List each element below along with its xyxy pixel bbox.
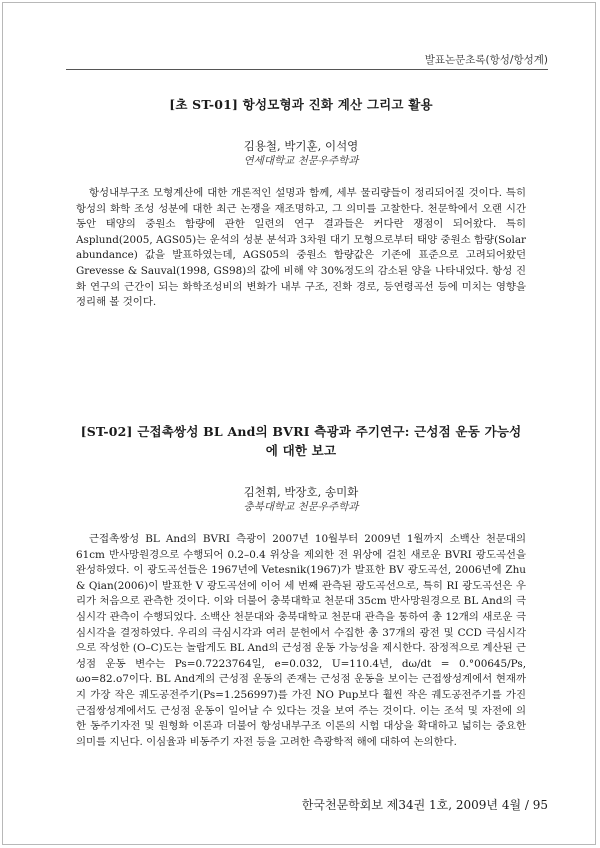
page-footer: 한국천문학회보 제34권 1호, 2009년 4월 / 95 [301,798,548,812]
header-rule [66,69,548,70]
abstract-body: 항성내부구조 모형계산에 대한 개론적인 설명과 함께, 세부 물리량들이 정리되어질 것이다. 특히 항성의 화학 조성 성분에 대한 최근 논쟁을 재조명하고, 그 의미를 고찰한다. 천문학에서 오랜 시간동안 태양의 중원소 함량에 관한 일련의 연구 결과들은 커다란 쟁점이 되어왔다. 특히 Asplund(2005, AGS05)는 운석의 성분 분석과 3차원 대기 모형으로부터 태양 중원소 함량(Solar abundance) 값을 발표하였는데, AGS05의 중원소 함량값은 기존에 표준으로 고려되어왔던 Grevesse & Sauval(1998, GS98)의 값에 비해 약 30%정도의 감소된 양을 나타내었다. 항성 진화 연구의 근간이 되는 화학조성비의 변화가 내부 구조, 진화 경로, 등연령곡선 등에 미치는 영향을 정리해 볼 것이다. [76,187,526,309]
abstract-authors: 김천휘, 박장호, 송미화 [243,485,359,499]
abstract-st01 [76,95,526,311]
abstract-title: [초 ST-01] 항성모형과 진화 계산 그리고 활용 [169,97,433,112]
abstract-authors: 김용철, 박기훈, 이석영 [243,139,359,153]
abstract-body: 근접촉쌍성 BL And의 BVRI 측광이 2007년 10월부터 2009년 1월까지 소백산 천문대의 61cm 반사망원경으로 수행되어 0.2–0.4 위상을 제외한 전 위상에 걸친 새로운 BVRI 광도곡선을 완성하였다. 이 광도곡선들은 1967년에 Vetesnik(1967)가 발표한 BV 광도곡선, 2006년에 Zhu & Qian(2006)이 발표한 V 광도곡선에 이어 세 번째 관측된 광도곡선으로, 특히 RI 광도곡선은 우리가 처음으로 관측한 것이다. 이와 더불어 충북대학교 천문대 35cm 반사망원경으로 BL And의 극심시각 관측이 수행되었다. 소백산 천문대와 충북대학교 천문대 관측을 통하여 총 12개의 새로운 극심시각을 결정하였다. 우리의 극심시각과 여러 문헌에서 수집한 총 37개의 광전 및 CCD 극심시각으로 작성한 (O–C)도는 놀랍게도 BL And의 근성점 운동 가능성을 제시한다. 잠정적으로 계산된 근성점 운동 변수는 Ps=0.7223764일, e=0.032, U=110.4년, dω/dt = 0.°00645/Ps, ωo=82.o7이다. BL And계의 근성점 운동의 존재는 근성점 운동을 보이는 근접쌍성계에서 현재까지 가장 작은 궤도공전주기(Ps=1.256997)를 가진 NO Pup보다 훨씬 작은 궤도공전주기를 가진 근접쌍성계에서도 근성점 운동이 일어날 수 있다는 것을 보여 주는 것이다. 이는 조석 및 자전에 의한 동주기자전 및 원형화 이론과 더불어 항성내부구조 이론의 시험 대상을 확대하고 넓히는 중요한 의미를 지닌다. 이심율과 비동주기 자전 등을 고려한 측광학적 해에 대하여 논의한다. [76,533,526,748]
abstract-affiliation: 충북대학교 천문우주학과 [243,501,359,513]
running-header: 발표논문초록(항성/항성계) [424,54,548,66]
abstract-affiliation: 연세대학교 천문우주학과 [243,155,359,167]
abstract-title: [ST-02] 근접촉쌍성 BL And의 BVRI 측광과 주기연구: 근성점 운동 가능성에 대한 보고 [80,424,522,458]
abstract-st02 [76,422,526,750]
